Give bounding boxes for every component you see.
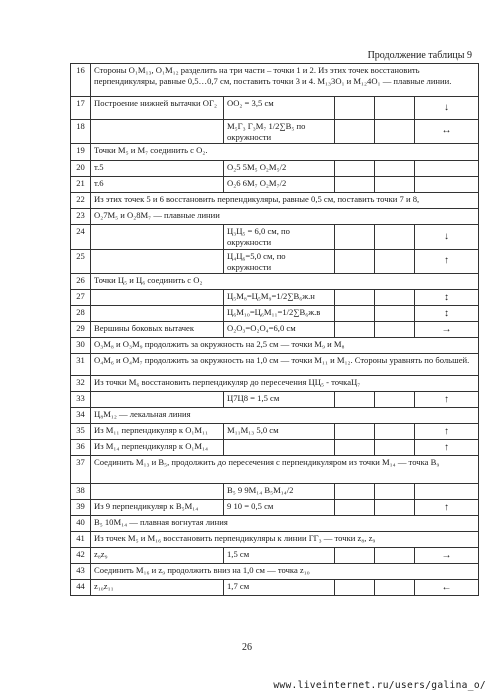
table-row — [71, 274, 479, 290]
table-row — [71, 516, 479, 532]
row-description: Из М₁₁ перпендикуляр к О₁М₁₁ — [91, 424, 224, 440]
table-row — [71, 532, 479, 548]
table-row — [71, 249, 479, 273]
row-number: 34 — [71, 408, 91, 424]
row-blank-1 — [335, 440, 375, 456]
row-number: 44 — [71, 580, 91, 596]
row-direction-icon: ↔ — [415, 120, 479, 144]
table-row — [71, 564, 479, 580]
row-blank-2 — [375, 177, 415, 193]
row-number: 18 — [71, 120, 91, 144]
row-blank-2 — [375, 120, 415, 144]
row-blank-2 — [375, 225, 415, 249]
row-number: 17 — [71, 97, 91, 120]
row-description: Из 9 перпендикуляр к В₅М₁₄ — [91, 500, 224, 516]
row-number: 26 — [71, 274, 91, 290]
row-number: 40 — [71, 516, 91, 532]
row-blank-1 — [335, 306, 375, 322]
row-number: 33 — [71, 392, 91, 408]
row-description: z₁₀z₁₁ — [91, 580, 224, 596]
row-blank-2 — [375, 306, 415, 322]
table-row — [71, 161, 479, 177]
table-row — [71, 500, 479, 516]
row-direction-icon: ↓ — [415, 97, 479, 120]
row-blank-2 — [375, 440, 415, 456]
row-measure: Ц₄Ц₆=5,0 см, по окружности — [224, 249, 335, 273]
page-number: 26 — [242, 642, 252, 653]
row-blank-2 — [375, 424, 415, 440]
row-instruction: О₃М₈ и О₃М₉ продолжить за окружность на 2,5 см — точки М₉ и М₈ — [91, 338, 479, 354]
table-row — [71, 456, 479, 484]
row-instruction: Соединить М₁₆ и z₉ продолжить вниз на 1,0 см — точка z₁₀ — [91, 564, 479, 580]
row-number: 30 — [71, 338, 91, 354]
row-measure: О₂6 6М₇ О₂М₇/2 — [224, 177, 335, 193]
row-instruction: Соединить М₁₃ и В₅, продолжить до пересечения с перпендикуляром из точки М₁₄ — точка В₉ — [91, 456, 479, 484]
row-blank-1 — [335, 424, 375, 440]
row-description: т.6 — [91, 177, 224, 193]
watermark-url: www.liveinternet.ru/users/galina_o/ — [273, 680, 486, 691]
table-row — [71, 338, 479, 354]
row-direction-icon — [415, 161, 479, 177]
row-blank-1 — [335, 484, 375, 500]
row-measure: О₂5 5М₅ О₂М₅/2 — [224, 161, 335, 177]
row-measure: Ц₅М₈=Ц₅М₉=1/2∑В₆ж.н — [224, 290, 335, 306]
row-description — [91, 484, 224, 500]
row-number: 22 — [71, 193, 91, 209]
row-number: 27 — [71, 290, 91, 306]
row-number: 35 — [71, 424, 91, 440]
row-blank-1 — [335, 322, 375, 338]
row-blank-1 — [335, 580, 375, 596]
row-instruction: Точки Ц₅ и Ц₆ соединить с О₂ — [91, 274, 479, 290]
row-description: Вершины боковых вытачек — [91, 322, 224, 338]
table-row — [71, 306, 479, 322]
row-description — [91, 392, 224, 408]
row-direction-icon: ↑ — [415, 249, 479, 273]
table-row — [71, 408, 479, 424]
row-blank-1 — [335, 177, 375, 193]
row-blank-2 — [375, 548, 415, 564]
row-measure: ОО₂ = 3,5 см — [224, 97, 335, 120]
table-row — [71, 392, 479, 408]
row-description — [91, 249, 224, 273]
row-number: 28 — [71, 306, 91, 322]
row-number: 39 — [71, 500, 91, 516]
row-blank-1 — [335, 120, 375, 144]
row-description — [91, 290, 224, 306]
row-measure: 1,5 см — [224, 548, 335, 564]
row-number: 38 — [71, 484, 91, 500]
row-blank-2 — [375, 161, 415, 177]
row-description: Из М₁₄ перпендикуляр к О₁М₁₄ — [91, 440, 224, 456]
row-number: 21 — [71, 177, 91, 193]
row-blank-2 — [375, 392, 415, 408]
row-instruction: О₄М₆ и О₄М₇ продолжить за окружность на 1,0 см — точки М₁₁ и М₁₂. Стороны уравнять по большей. — [91, 354, 479, 376]
row-direction-icon: ↕ — [415, 306, 479, 322]
row-number: 37 — [71, 456, 91, 484]
row-blank-2 — [375, 322, 415, 338]
row-measure: Ц₆М₁₀=Ц₆М₁₁=1/2∑В₆ж.в — [224, 306, 335, 322]
row-measure: Ц₃Ц₅ = 6,0 см, по окружности — [224, 225, 335, 249]
table-row — [71, 209, 479, 225]
table-row — [71, 484, 479, 500]
row-direction-icon: ↕ — [415, 290, 479, 306]
row-blank-1 — [335, 392, 375, 408]
row-number: 36 — [71, 440, 91, 456]
row-instruction: Стороны О₁М₁₃, О₁М₁₂ разделить на три части – точки 1 и 2. Из этих точек восстановить перпендикуляры, равные 0,5…0,7 см, поставить точки 3 и 4. М₁₃3О₁ и М₁₂4О₁ — плавные линии. — [91, 64, 479, 97]
row-description — [91, 225, 224, 249]
row-number: 25 — [71, 249, 91, 273]
row-measure: Ц7Ц8 = 1,5 см — [224, 392, 335, 408]
row-instruction: Из этих точек 5 и 6 восстановить перпендикуляры, равные 0,5 см, поставить точки 7 и 8, — [91, 193, 479, 209]
row-number: 43 — [71, 564, 91, 580]
table-row — [71, 580, 479, 596]
row-instruction: В₅ 10М₁₄ — плавная вогнутая линия — [91, 516, 479, 532]
row-description: z₈z₉ — [91, 548, 224, 564]
row-description — [91, 306, 224, 322]
row-blank-1 — [335, 249, 375, 273]
row-instruction: Точки М₅ и М₇ соединить с О₂. — [91, 144, 479, 161]
table-row — [71, 225, 479, 249]
row-number: 42 — [71, 548, 91, 564]
row-direction-icon: ↑ — [415, 500, 479, 516]
row-blank-1 — [335, 548, 375, 564]
row-description: Построение нижней вытачки ОГ₂ — [91, 97, 224, 120]
row-blank-1 — [335, 161, 375, 177]
table-row — [71, 120, 479, 144]
row-measure: М₁₁М₁₃ 5,0 см — [224, 424, 335, 440]
construction-table — [70, 63, 479, 596]
row-number: 20 — [71, 161, 91, 177]
row-blank-2 — [375, 290, 415, 306]
table-row — [71, 354, 479, 376]
row-number: 24 — [71, 225, 91, 249]
row-direction-icon: ↑ — [415, 440, 479, 456]
row-description: т.5 — [91, 161, 224, 177]
row-number: 31 — [71, 354, 91, 376]
table-row — [71, 548, 479, 564]
row-number: 41 — [71, 532, 91, 548]
row-blank-1 — [335, 500, 375, 516]
table-row — [71, 177, 479, 193]
row-direction-icon: ↑ — [415, 392, 479, 408]
table-row — [71, 376, 479, 392]
table-row — [71, 424, 479, 440]
row-measure: О₂О₃=О₂О₄=6,0 см — [224, 322, 335, 338]
row-blank-1 — [335, 290, 375, 306]
row-blank-2 — [375, 484, 415, 500]
row-instruction: О₂7М₅ и О₂8М₇ — плавные линии — [91, 209, 479, 225]
row-measure: В₅ 9 9М₁₄ В₅М₁₄/2 — [224, 484, 335, 500]
table-row — [71, 64, 479, 97]
row-number: 29 — [71, 322, 91, 338]
row-number: 32 — [71, 376, 91, 392]
table-row — [71, 193, 479, 209]
row-measure: М₅Г₃ Г₃М₇ 1/2∑В₅ по окружности — [224, 120, 335, 144]
row-description — [91, 120, 224, 144]
row-direction-icon: ↑ — [415, 424, 479, 440]
table-row — [71, 290, 479, 306]
row-number: 16 — [71, 64, 91, 97]
row-instruction: Ц₈М₁₂ — лекальная линия — [91, 408, 479, 424]
row-direction-icon: ← — [415, 580, 479, 596]
row-direction-icon — [415, 177, 479, 193]
row-direction-icon: → — [415, 548, 479, 564]
row-measure: 9 10 = 0,5 см — [224, 500, 335, 516]
row-blank-2 — [375, 97, 415, 120]
row-measure: 1,7 см — [224, 580, 335, 596]
row-direction-icon: → — [415, 322, 479, 338]
table-row — [71, 322, 479, 338]
row-blank-1 — [335, 225, 375, 249]
table-row — [71, 440, 479, 456]
row-number: 23 — [71, 209, 91, 225]
row-blank-2 — [375, 500, 415, 516]
row-measure — [224, 440, 335, 456]
table-caption: Продолжение таблицы 9 — [367, 50, 472, 61]
row-blank-2 — [375, 580, 415, 596]
row-blank-2 — [375, 249, 415, 273]
row-instruction: Из точки М₆ восстановить перпендикуляр до пересечения ЦЦ₅ - точкаЦ₇ — [91, 376, 479, 392]
row-blank-1 — [335, 97, 375, 120]
row-number: 19 — [71, 144, 91, 161]
table-row — [71, 144, 479, 161]
row-direction-icon: ↓ — [415, 225, 479, 249]
row-direction-icon — [415, 484, 479, 500]
row-instruction: Из точек М₅ и М₁₆ восстановить перпендикуляры к линии ГГ₃ — точки z₈, z₉ — [91, 532, 479, 548]
table-row — [71, 97, 479, 120]
